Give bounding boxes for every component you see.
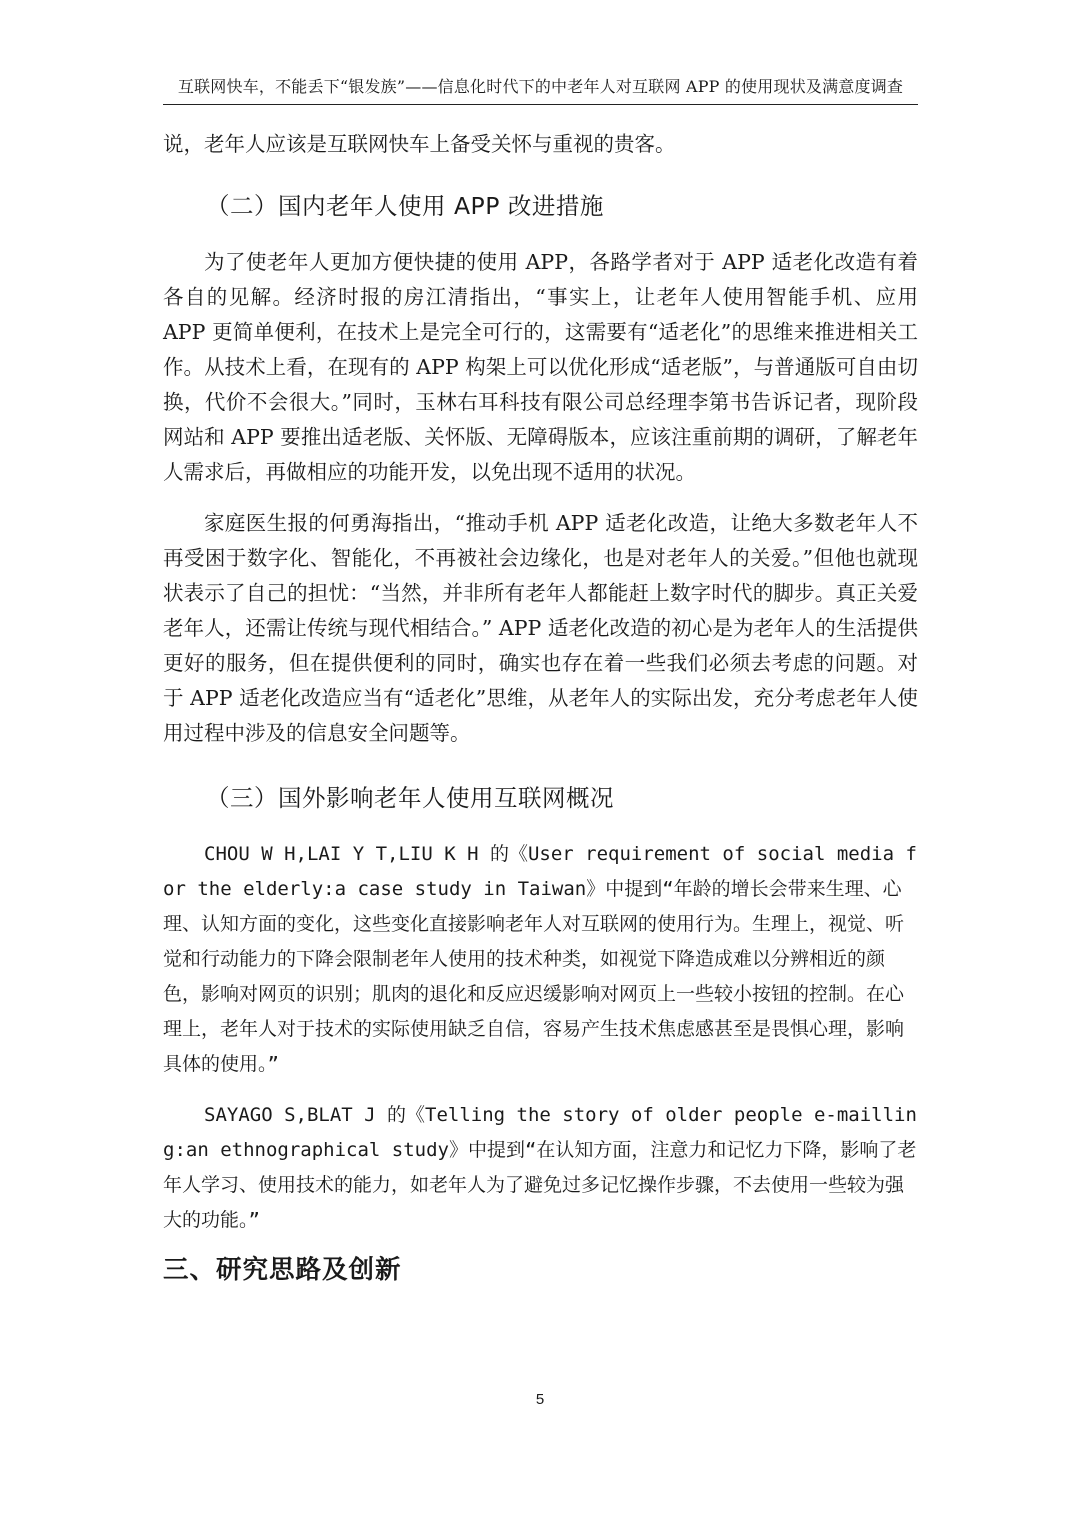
running-header: 互联网快车，不能丢下“银发族”——信息化时代下的中老年人对互联网 APP 的使用现状及满意度调查	[177, 77, 904, 96]
paragraph-domestic-views: 为了使老年人更加方便快捷的使用 APP，各路学者对于 APP 适老化改造有着各自的见解。经济时报的房江清指出，“事实上，让老年人使用智能手机、应用 APP 更简单便利，在技术上是完全可行的，这需要有“适老化”的思维来推进相关工作。从技术上看，在现有的 APP 构架上可以优化形成“适老版”，与普通版可自由切换，代价不会很大。”同时，玉林右耳科技有限公司总经理李第书告诉记者，现阶段网站和 APP 要推出适老版、关怀版、无障碍版本，应该注重前期的调研，了解老年人需求后，再做相应的功能开发，以免出现不适用的状况。	[163, 250, 918, 484]
paragraph-family-doctor: 家庭医生报的何勇海指出，“推动手机 APP 适老化改造，让绝大多数老年人不再受困于数字化、智能化，不再被社会边缘化，也是对老年人的关爱。”但他也就现状表示了自己的担忧：“当然，并非所有老年人都能赶上数字时代的脚步。真正关爱老年人，还需让传统与现代相结合。” APP 适老化改造的初心是为老年人的生活提供更好的服务，但在提供便利的同时，确实也存在着一些我们必须去考虑的问题。对于 APP 适老化改造应当有“适老化”思维，从老年人的实际出发，充分考虑老年人使用过程中涉及的信息安全问题等。	[163, 511, 918, 745]
paragraph-continuation: 说，老年人应该是互联网快车上备受关怀与重视的贵客。	[163, 132, 676, 156]
page-number: 5	[535, 1391, 545, 1408]
section-heading-research-approach: 三、研究思路及创新	[163, 1255, 402, 1285]
paragraph-chou-study: CHOU W H,LAI Y T,LIU K H 的《User requirement of social media for the elderly:a case study in Taiwan》中提到“年龄的增长会带来生理、心理、认知方面的变化，这些变化直接影响老年人对互联网的使用行为。生理上，视觉、听觉和行动能力的下降会限制老年人使用的技术种类，如视觉下降造成难以分辨相近的颜色，影响对网页的识别；肌肉的退化和反应迟缓影响对网页上一些较小按钮的控制。在心理上，老年人对于技术的实际使用缺乏自信，容易产生技术焦虑感甚至是畏惧心理，影响具体的使用。”	[163, 843, 917, 1075]
subheading-foreign-overview: （三）国外影响老年人使用互联网概况	[206, 784, 614, 812]
subheading-domestic-improvements: （二）国内老年人使用 APP 改进措施	[206, 192, 604, 220]
header-divider	[163, 104, 918, 105]
paragraph-sayago-study: SAYAGO S,BLAT J 的《Telling the story of older people e-mailling:an ethnographical study》中提到“在认知方面，注意力和记忆力下降，影响了老年人学习、使用技术的能力，如老年人为了避免过多记忆操作步骤，不去使用一些较为强大的功能。”	[163, 1104, 917, 1231]
